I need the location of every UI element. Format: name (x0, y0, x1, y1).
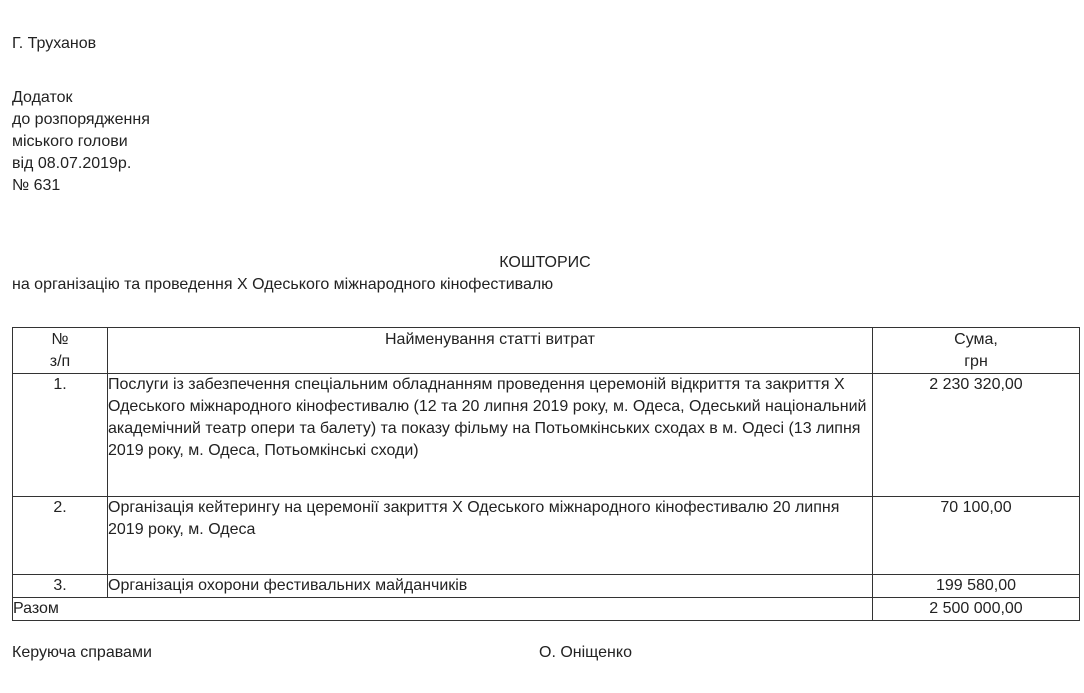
table-row (13, 497, 1080, 575)
table-row (13, 575, 1080, 598)
appendix-number: № 631 (12, 177, 61, 194)
document-subtitle: на організацію та проведення Х Одеського міжнародного кінофестивалю (12, 276, 554, 293)
total-label: Разом (13, 598, 873, 621)
total-sum: 2 500 000,00 (873, 598, 1080, 621)
header-sum-line1: Сума, (954, 331, 998, 348)
appendix-line: до розпорядження (12, 111, 150, 128)
row-sum: 199 580,00 (873, 575, 1080, 598)
document-title: КОШТОРИС (499, 254, 591, 271)
table-row (13, 374, 1080, 497)
footer-position: Керуюча справами (12, 644, 152, 661)
row-item-name: Організація охорони фестивальних майданчиків (108, 575, 873, 598)
appendix-line: Додаток (12, 89, 73, 106)
row-number: 1. (13, 374, 108, 497)
row-number: 3. (13, 575, 108, 598)
signer-name: Г. Труханов (12, 35, 97, 52)
table-header-row (13, 328, 1080, 374)
budget-table (12, 327, 1080, 621)
row-sum: 70 100,00 (873, 497, 1080, 575)
header-number-line2: з/п (49, 353, 71, 370)
table-total-row (13, 598, 1080, 621)
header-item-name: Найменування статті витрат (108, 328, 873, 374)
footer-signer-name: О. Оніщенко (539, 644, 632, 661)
appendix-date: від 08.07.2019р. (12, 155, 132, 172)
row-number: 2. (13, 497, 108, 575)
row-item-name: Організація кейтерингу на церемонії закриття Х Одеського міжнародного кінофестивалю 20 липня 2019 року, м. Одеса (108, 497, 873, 575)
header-sum-line2: грн (964, 353, 988, 370)
appendix-block (12, 87, 150, 197)
row-item-name: Послуги із забезпечення спеціальним обладнанням проведення церемоній відкриття та закриття Х Одеського міжнародного кінофестивалю (12 та 20 липня 2019 року, м. Одеса, Одеський національний академічний театр опери та балету) та показу фільму на Потьомкінських сходах в м. Одесі (13 липня 2019 року, м. Одеса, Потьомкінські сходи) (108, 374, 873, 497)
header-sum (873, 328, 1080, 374)
row-sum: 2 230 320,00 (873, 374, 1080, 497)
header-number (13, 328, 108, 374)
header-number-line1: № (51, 331, 69, 348)
appendix-line: міського голови (12, 133, 128, 150)
